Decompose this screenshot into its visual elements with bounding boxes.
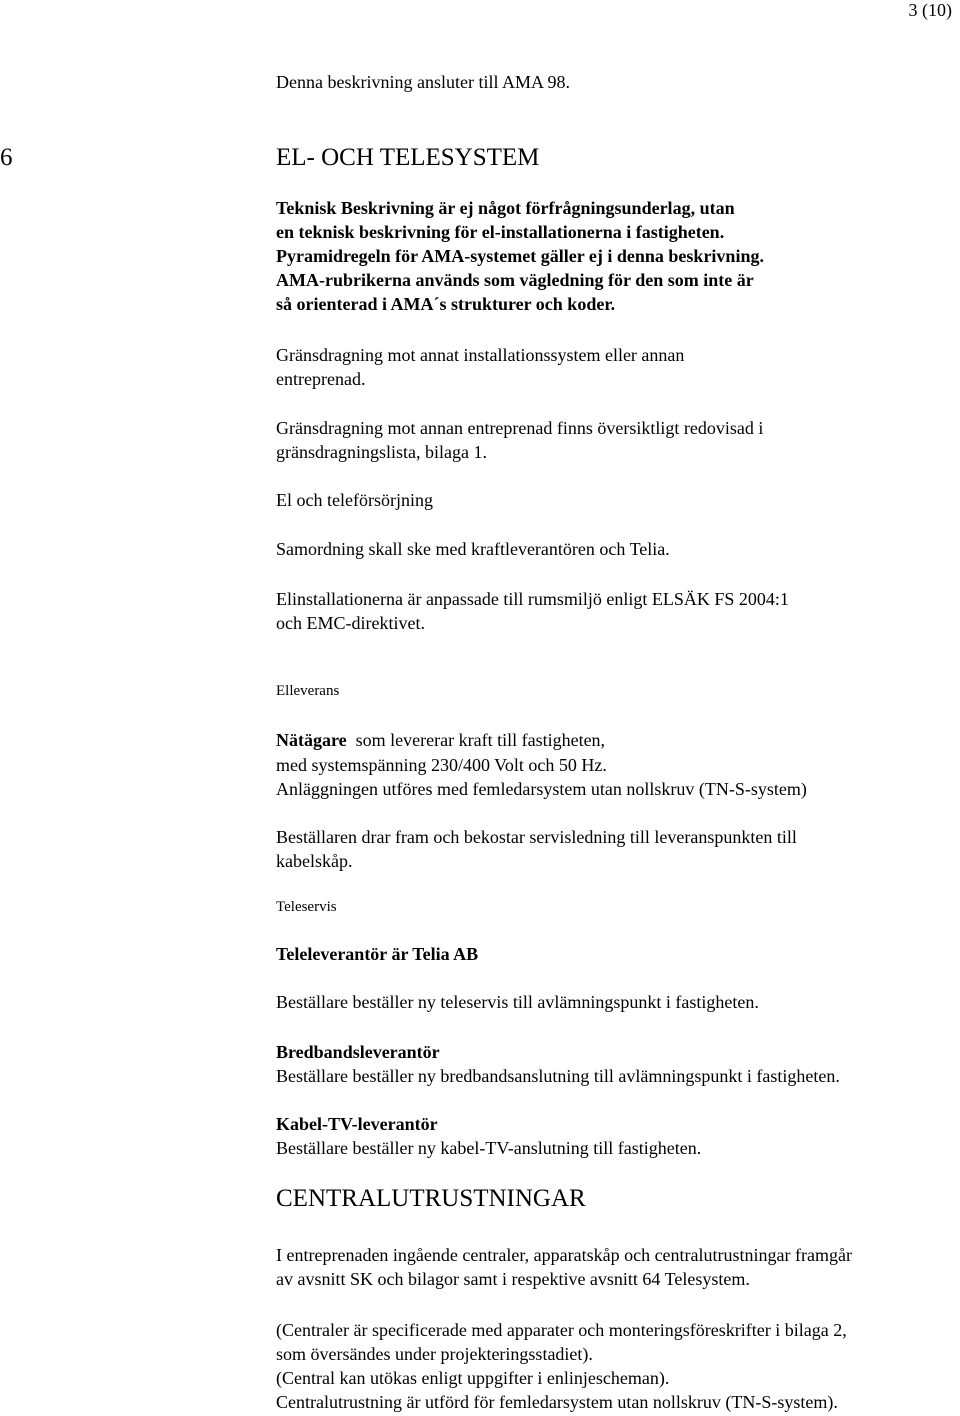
central-heading: CENTRALUTRUSTNINGAR bbox=[276, 1185, 586, 1212]
kabeltv-heading: Kabel-TV-leverantör bbox=[276, 1114, 438, 1134]
bredband-heading: Bredbandsleverantör bbox=[276, 1042, 440, 1062]
central-text-line: I entreprenaden ingående centraler, apparatskåp och centralutrustningar framgår bbox=[276, 1245, 852, 1265]
bold-line: Pyramidregeln för AMA-systemet gäller ej i denna beskrivning. bbox=[276, 246, 764, 266]
kabeltv-text: Beställare beställer ny kabel-TV-anslutning till fastigheten. bbox=[276, 1138, 702, 1158]
central-note-line: (Central kan utökas enligt uppgifter i enlinjescheman). bbox=[276, 1368, 670, 1388]
bredband-text: Beställare beställer ny bredbandsanslutning till avlämningspunkt i fastigheten. bbox=[276, 1066, 840, 1086]
boundary-list-line: gränsdragningslista, bilaga 1. bbox=[276, 442, 487, 462]
central-note-line: som översändes under projekteringsstadiet). bbox=[276, 1344, 593, 1364]
bold-line: så orienterad i AMA´s strukturer och koder. bbox=[276, 294, 616, 314]
installation-text-line: och EMC-direktivet. bbox=[276, 613, 425, 633]
natagare-text: som levererar kraft till fastigheten, bbox=[346, 730, 606, 750]
bold-line: en teknisk beskrivning för el-installationerna i fastigheten. bbox=[276, 222, 725, 242]
supply-heading: El och teleförsörjning bbox=[276, 490, 433, 510]
intro-text: Denna beskrivning ansluter till AMA 98. bbox=[276, 72, 570, 92]
teleleverantor-line: Teleleverantör är Telia AB bbox=[276, 944, 479, 964]
teleservis-heading: Teleservis bbox=[276, 899, 337, 915]
coordination-text: Samordning skall ske med kraftleverantören och Telia. bbox=[276, 539, 670, 559]
natagare-label: Nätägare bbox=[276, 730, 347, 750]
section-title: EL- OCH TELESYSTEM bbox=[276, 144, 540, 171]
boundary-list-line: Gränsdragning mot annan entreprenad finns översiktligt redovisad i bbox=[276, 418, 764, 438]
installation-text-line: Elinstallationerna är anpassade till rumsmiljö enligt ELSÄK FS 2004:1 bbox=[276, 589, 789, 609]
boundary-text-line: entreprenad. bbox=[276, 369, 366, 389]
boundary-text-line: Gränsdragning mot annat installationssystem eller annan bbox=[276, 345, 685, 365]
service-line-text: Beställaren drar fram och bekostar servisledning till leveranspunkten till bbox=[276, 827, 797, 847]
central-text-line: av avsnitt SK och bilagor samt i respektive avsnitt 64 Telesystem. bbox=[276, 1269, 750, 1289]
system-type-line: Anläggningen utföres med femledarsystem utan nollskruv (TN-S-system) bbox=[276, 779, 807, 799]
page-number: 3 (10) bbox=[908, 0, 952, 20]
service-line-text: kabelskåp. bbox=[276, 851, 353, 871]
teleservis-text: Beställare beställer ny teleservis till avlämningspunkt i fastigheten. bbox=[276, 992, 759, 1012]
central-note-line: Centralutrustning är utförd för femledarsystem utan nollskruv (TN-S-system). bbox=[276, 1392, 838, 1412]
central-note-line: (Centraler är specificerade med apparater och monteringsföreskrifter i bilaga 2, bbox=[276, 1320, 847, 1340]
bold-line: Teknisk Beskrivning är ej något förfrågningsunderlag, utan bbox=[276, 198, 735, 218]
elleverans-heading: Elleverans bbox=[276, 683, 340, 699]
system-voltage-line: med systemspänning 230/400 Volt och 50 Hz. bbox=[276, 755, 607, 775]
bold-line: AMA-rubrikerna används som vägledning för den som inte är bbox=[276, 270, 754, 290]
natagare-line bbox=[276, 730, 605, 751]
section-number: 6 bbox=[0, 144, 13, 171]
